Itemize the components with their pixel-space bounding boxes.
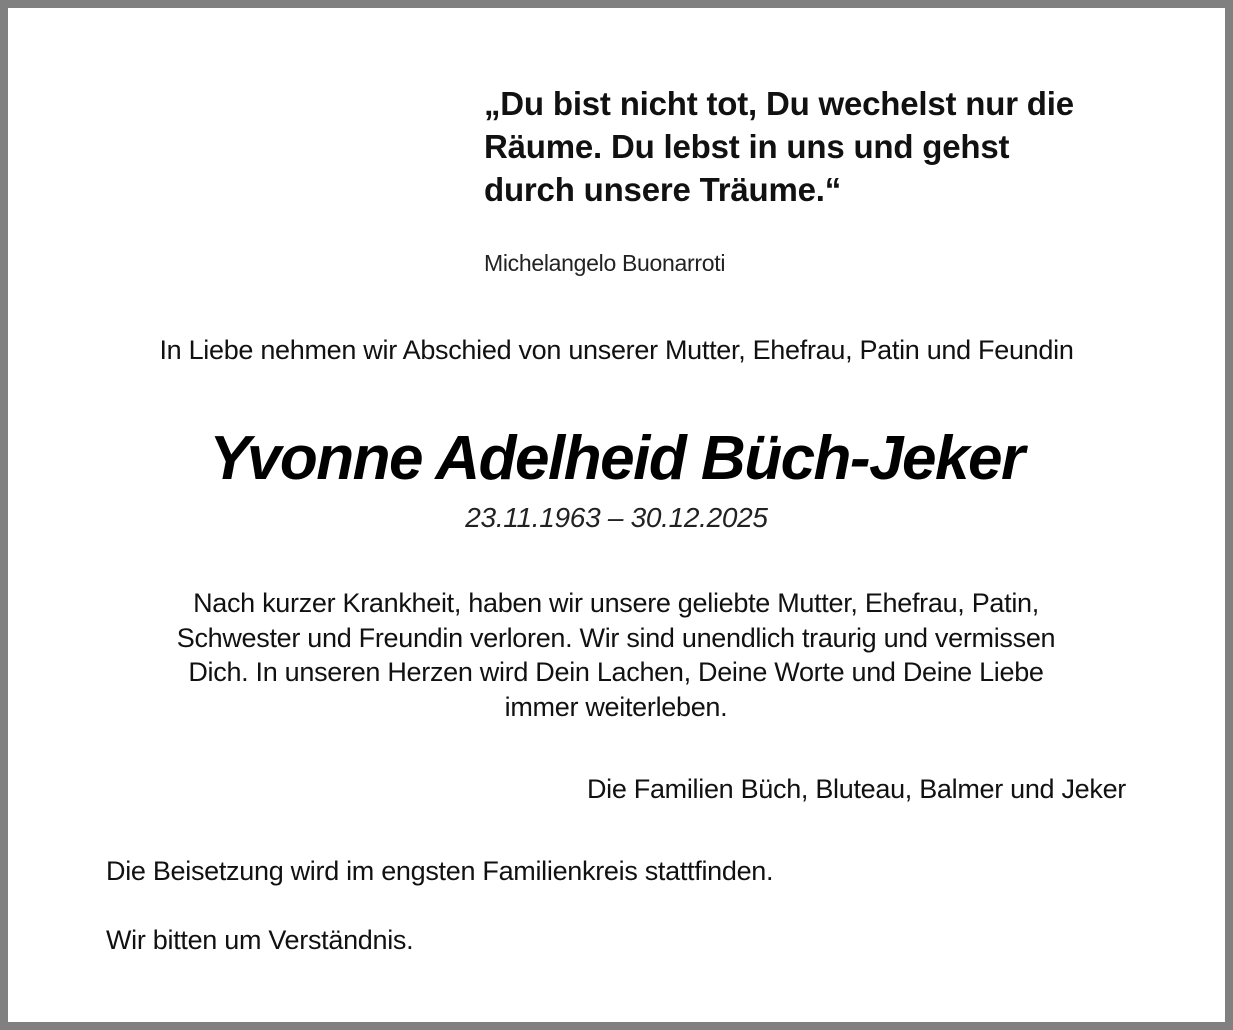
closing-note: Wir bitten um Verständnis. <box>106 925 414 955</box>
quote-line: „Du bist nicht tot, Du wechelst nur die <box>484 85 1074 122</box>
intro-text: In Liebe nehmen wir Abschied von unserer Mutter, Ehefrau, Patin und Feundin <box>159 335 1074 365</box>
deceased-name: Yvonne Adelheid Büch-Jeker <box>209 424 1024 493</box>
quote-line: Räume. Du lebst in uns und gehst <box>484 128 1010 165</box>
body-line: Dich. In unseren Herzen wird Dein Lachen, Deine Worte und Deine Liebe <box>188 657 1044 687</box>
family-signature: Die Familien Büch, Bluteau, Balmer und Jeker <box>586 774 1126 804</box>
body-text <box>106 586 1126 724</box>
body-line: Nach kurzer Krankheit, haben wir unsere geliebte Mutter, Ehefrau, Patin, <box>193 588 1039 618</box>
body-line: immer weiterleben. <box>504 691 728 722</box>
life-dates: 23.11.1963 – 30.12.2025 <box>465 502 768 533</box>
quote-author: Michelangelo Buonarroti <box>484 250 726 276</box>
body-line: Schwester und Freundin verloren. Wir sind unendlich traurig und vermissen <box>176 622 1056 653</box>
burial-info: Die Beisetzung wird im engsten Familienkreis stattfinden. <box>106 856 774 886</box>
quote-line: durch unsere Träume.“ <box>484 171 842 208</box>
quote-text <box>484 82 1204 211</box>
obituary-notice <box>8 8 1225 1022</box>
